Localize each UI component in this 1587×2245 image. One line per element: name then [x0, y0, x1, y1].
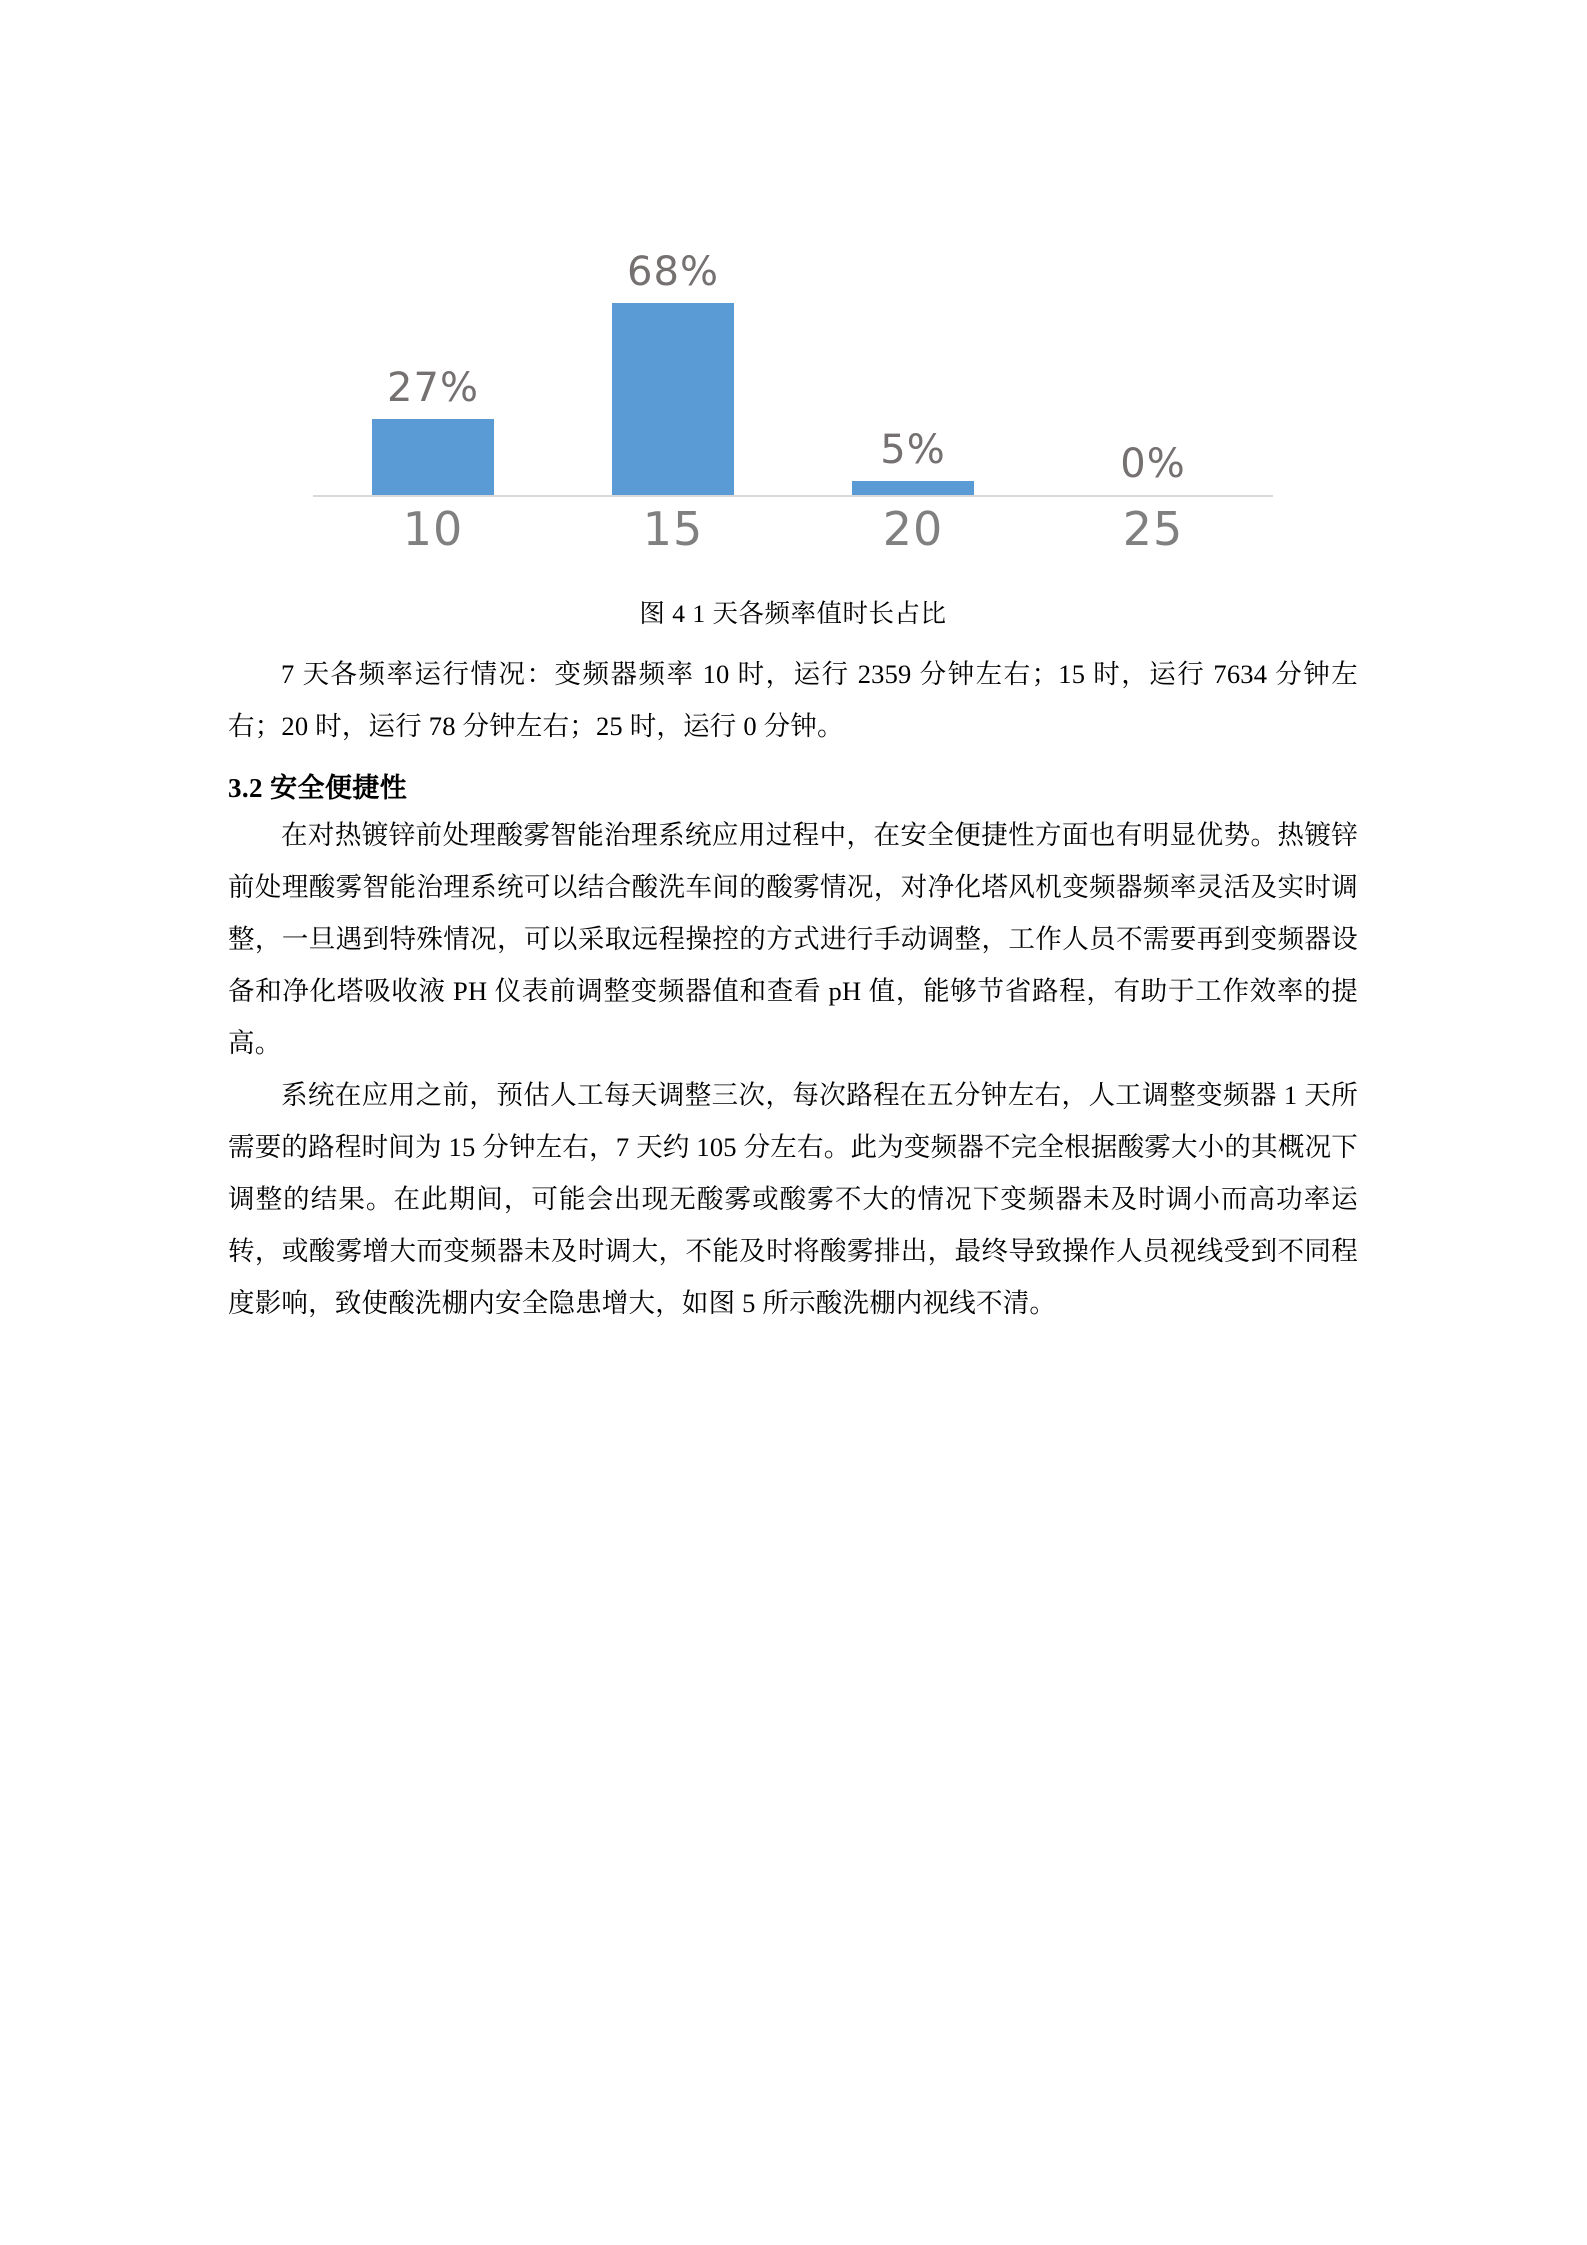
- bar-slot-1: [313, 150, 553, 495]
- bar-20: [852, 481, 974, 495]
- chart-bars: [313, 150, 1273, 495]
- paragraph-manual-adjustment: 系统在应用之前，预估人工每天调整三次，每次路程在五分钟左右，人工调整变频器 1 天所需要的路程时间为 15 分钟左右，7 天约 105 分左右。此为变频器不完全根据酸雾大小的其概况下调整的结果。在此期间，可能会出现无酸雾或酸雾不大的情况下变频器未及时调小而高功率运转，或酸雾增大而变频器未及时调大，不能及时将酸雾排出，最终导致操作人员视线受到不同程度影响，致使酸洗棚内安全隐患增大，如图 5 所示酸洗棚内视线不清。: [228, 1080, 1358, 1318]
- paragraph-safety-convenience: 在对热镀锌前处理酸雾智能治理系统应用过程中，在安全便捷性方面也有明显优势。热镀锌前处理酸雾智能治理系统可以结合酸洗车间的酸雾情况，对净化塔风机变频器频率灵活及实时调整，一旦遇到特殊情况，可以采取远程操控的方式进行手动调整，工作人员不需要再到变频器设备和净化塔吸收液 PH 仪表前调整变频器值和查看 pH 值，能够节省路程，有助于工作效率的提高。: [228, 820, 1358, 1058]
- bar-value-label: 27%: [387, 365, 479, 411]
- bar-15: [612, 303, 734, 495]
- bar-slot-3: [793, 150, 1033, 495]
- bar-slot-4: [1033, 150, 1273, 495]
- x-tick-label: 25: [1122, 502, 1184, 556]
- figure-caption: 图 4 1 天各频率值时长占比: [639, 599, 947, 628]
- bar-chart-figure: [303, 150, 1303, 570]
- bar-value-label: 68%: [627, 249, 719, 295]
- chart-x-ticks: [313, 502, 1273, 556]
- bar-slot-2: [553, 150, 793, 495]
- x-tick-label: 15: [642, 502, 704, 556]
- x-tick-label: 20: [882, 502, 944, 556]
- chart-plot-area: [303, 150, 1303, 495]
- bar-value-label: 0%: [1120, 441, 1186, 487]
- chart-axis-line: [313, 495, 1273, 497]
- page-content: [228, 150, 1358, 1329]
- bar-value-label: 5%: [880, 427, 946, 473]
- bar-10: [372, 419, 494, 495]
- section-heading-3-2: 3.2 安全便捷性: [228, 773, 408, 803]
- paragraph-frequency-runtime: 7 天各频率运行情况：变频器频率 10 时，运行 2359 分钟左右；15 时，运行 7634 分钟左右；20 时，运行 78 分钟左右；25 时，运行 0 分钟。: [228, 659, 1358, 741]
- x-tick-label: 10: [402, 502, 464, 556]
